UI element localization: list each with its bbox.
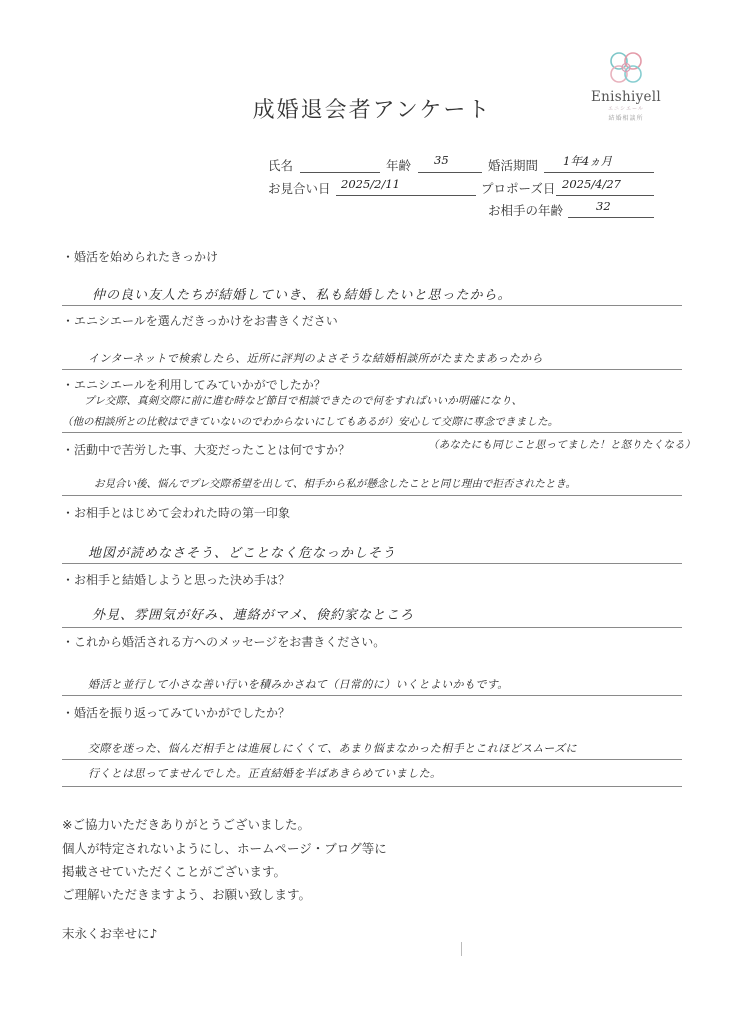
page-title: 成婚退会者アンケート (252, 98, 492, 123)
question-4-answer: お見合い後、悩んでプレ交際希望を出して、相手から私が懸念したことと同じ理由で拒否されたとき。 (94, 478, 576, 490)
name-label: 氏名 (268, 158, 294, 173)
footer-privacy-line2: 掲載させていただくことがございます。 (62, 864, 287, 879)
question-7-label: ・これから婚活される方へのメッセージをお書きください。 (62, 635, 386, 649)
question-5-label: ・お相手とはじめて会われた時の第一印象 (62, 506, 291, 520)
question-2-answer: インターネットで検索したら、近所に評判のよさそうな結婚相談所がたまたまあったから (88, 352, 543, 365)
question-3-label: ・エニシエールを利用してみていかがでしたか？ (62, 378, 326, 392)
period-line (544, 172, 654, 173)
footer-blessing: 末永くお幸せに♪ (62, 926, 158, 941)
question-4-line (62, 495, 682, 496)
question-5-answer: 地図が読めなさそう、どことなく危なっかしそう (88, 546, 397, 561)
omiai-date-value: 2025/2/11 (341, 177, 400, 191)
propose-date-line (556, 195, 654, 196)
age-line (418, 172, 482, 173)
question-3-line (62, 432, 682, 433)
period-value: 1年4ヵ月 (563, 154, 613, 168)
question-8-label: ・婚活を振り返ってみていかがでしたか？ (62, 706, 291, 720)
question-7-line (62, 695, 682, 696)
partner-age-value: 32 (596, 199, 611, 213)
question-8-answer-line2: 行くとは思ってませんでした。正直結婚を半ばあきらめていました。 (88, 767, 442, 780)
omiai-date-line (336, 195, 476, 196)
question-1-label: ・婚活を始められたきっかけ (62, 250, 219, 264)
partner-age-label: お相手の年齢 (488, 203, 564, 218)
question-3-answer-line3: 安心して交際に専念できました。 (398, 416, 559, 428)
footer-privacy-line3: ご理解いただきますよう、お願い致します。 (62, 887, 312, 902)
question-1-line (62, 305, 682, 306)
propose-date-value: 2025/4/27 (562, 177, 621, 191)
question-5-line (62, 563, 682, 564)
propose-date-label: プロポーズ日 (481, 181, 556, 196)
margin-mark (461, 942, 462, 956)
question-2-line (62, 369, 682, 370)
age-value: 35 (434, 153, 449, 167)
question-2-label: ・エニシエールを選んだきっかけをお書きください (62, 314, 338, 328)
partner-age-line (568, 217, 654, 218)
question-8-answer-line1: 交際を迷った、悩んだ相手とは進展しにくくて、あまり悩まなかった相手とこれほどスムーズに (88, 742, 577, 755)
question-1-answer: 仲の良い友人たちが結婚していき、私も結婚したいと思ったから。 (92, 288, 512, 303)
question-3-answer-line1: プレ交際、真剣交際に前に進む時など節目で相談できたので何をすればいいか明確になり、 (84, 395, 523, 407)
question-3-answer-line2: （他の相談所との比較はできていないのでわからないにしてもあるが） (62, 416, 398, 428)
period-label: 婚活期間 (488, 158, 539, 173)
question-8-line-2 (62, 786, 682, 787)
question-4-note: （あなたにも同じこと思ってました！と怒りたくなる） (428, 439, 696, 451)
logo-name: Enishiyell (590, 89, 662, 105)
question-8-line-1 (62, 759, 682, 760)
footer-privacy-line1: 個人が特定されないようにし、ホームページ・ブログ等に (62, 841, 387, 856)
logo-kana: エニシエール (608, 106, 644, 112)
question-6-answer: 外見、雰囲気が好み、連絡がマメ、倹約家なところ (92, 608, 415, 623)
logo-subtitle: 結婚相談所 (608, 115, 644, 122)
omiai-date-label: お見合い日 (268, 181, 331, 196)
question-6-line (62, 627, 682, 628)
name-line (300, 172, 380, 173)
age-label: 年齢 (386, 158, 412, 173)
footer-thanks: ※ご協力いただきありがとうございました。 (62, 817, 310, 832)
question-7-answer: 婚活と並行して小さな善い行いを積みかさねて（日常的に）いくとよいかもです。 (88, 678, 509, 691)
knot-emblem-icon (604, 50, 648, 86)
question-6-label: ・お相手と結婚しようと思った決め手は？ (62, 573, 291, 587)
question-4-label: ・活動中で苦労した事、大変だったことは何ですか？ (62, 443, 351, 457)
